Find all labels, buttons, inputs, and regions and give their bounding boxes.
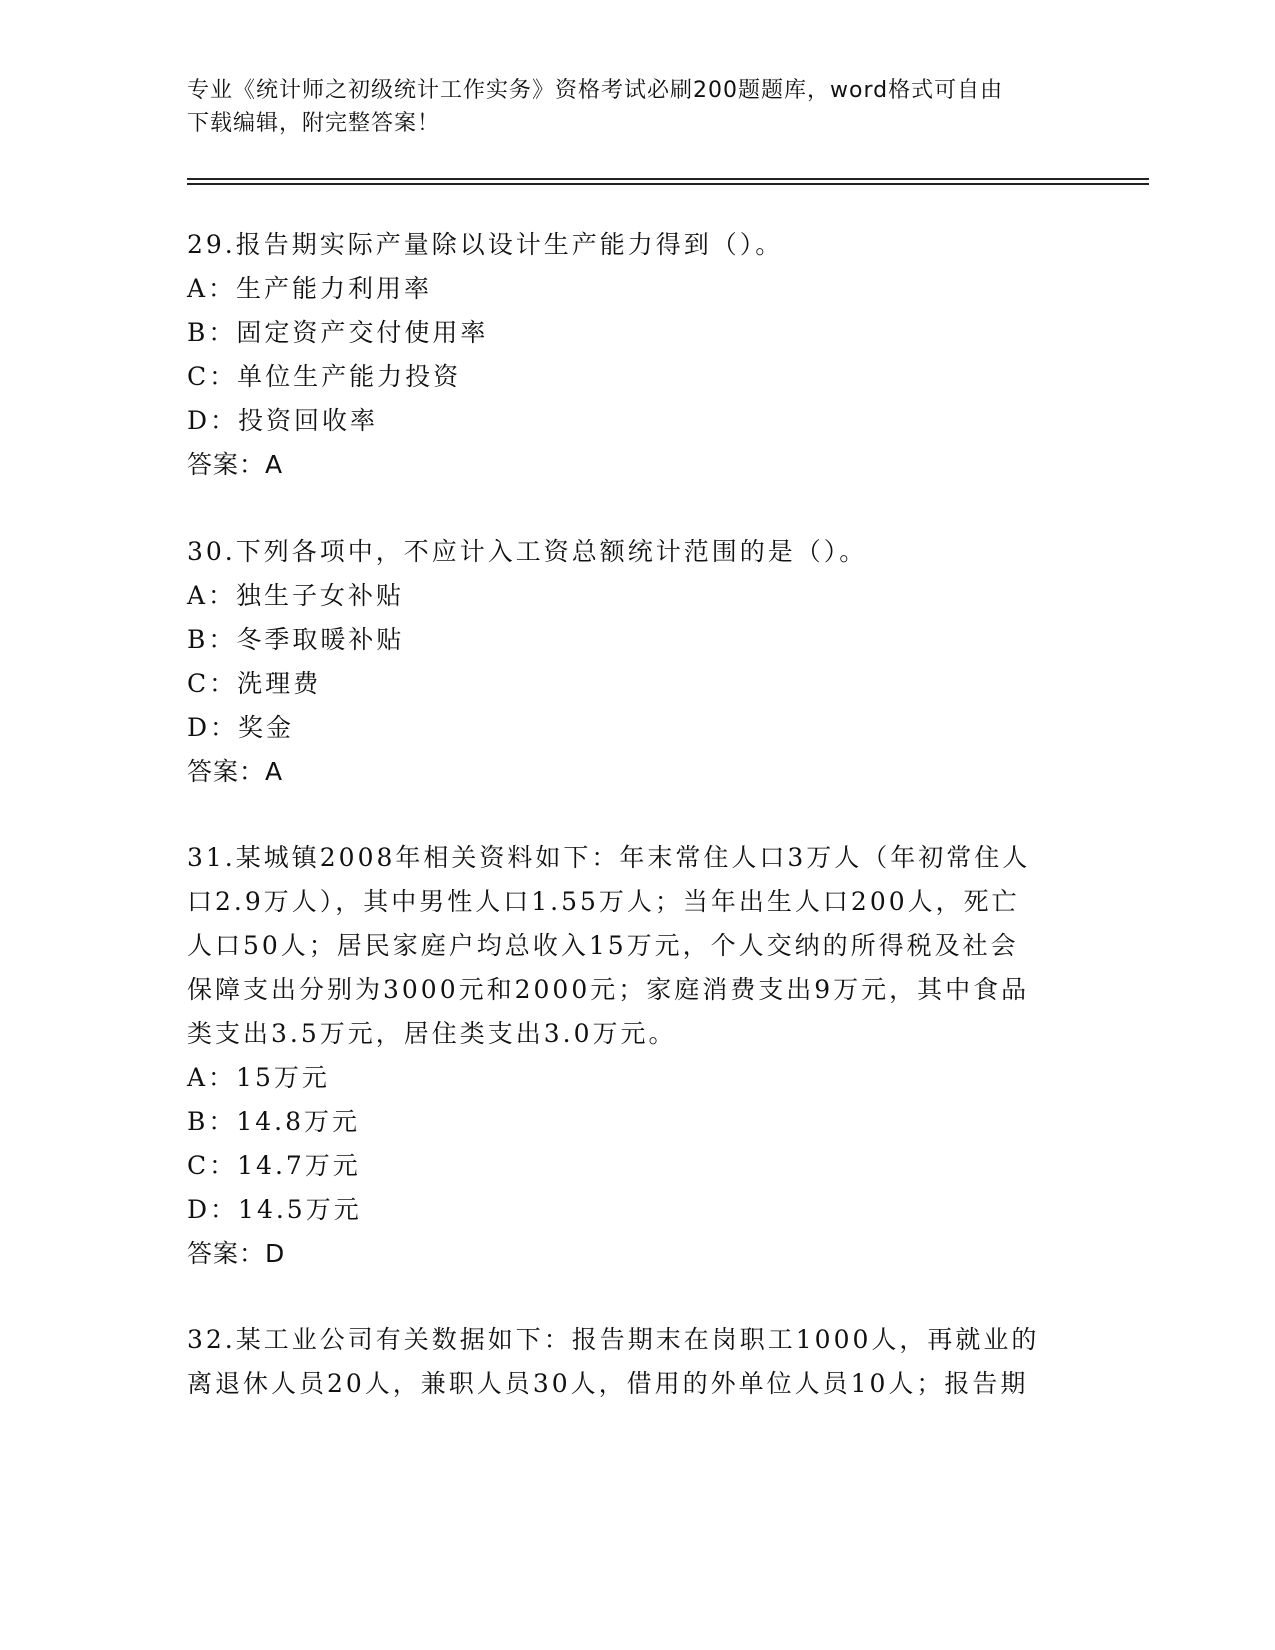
question-31-stem-line-2: 口2.9万人），其中男性人口1.55万人；当年出生人口200人，死亡 [187,887,1020,916]
question-30-option-b: B：冬季取暖补贴 [187,625,405,654]
question-30-option-d: D：奖金 [187,713,295,742]
question-31-option-c: C：14.7万元 [187,1151,361,1180]
question-31-stem-line-1: 31.某城镇2008年相关资料如下：年末常住人口3万人（年初常住人 [187,843,1031,872]
header-divider-top [187,178,1149,180]
question-32-stem-line-2: 离退休人员20人，兼职人员30人，借用的外单位人员10人；报告期 [187,1369,1029,1398]
header-line-2: 下载编辑，附完整答案！ [187,111,441,136]
question-31-option-d: D：14.5万元 [187,1195,362,1224]
question-31-stem-line-5: 类支出3.5万元，居住类支出3.0万元。 [187,1019,677,1048]
question-30-option-c: C：洗理费 [187,669,322,698]
question-31-stem-line-3: 人口50人；居民家庭户均总收入15万元，个人交纳的所得税及社会 [187,931,1019,960]
question-29-option-a: A：生产能力利用率 [187,274,433,303]
question-30-option-a: A：独生子女补贴 [187,581,405,610]
question-29-option-d: D：投资回收率 [187,406,379,435]
question-31-answer: 答案：D [187,1239,286,1268]
document-header [187,74,1067,140]
question-29-option-b: B：固定资产交付使用率 [187,318,489,347]
question-30-answer: 答案：A [187,757,284,786]
header-line-1: 专业《统计师之初级统计工作实务》资格考试必刷200题题库，word格式可自由 [187,78,1004,103]
question-30-stem: 30.下列各项中，不应计入工资总额统计范围的是（）。 [187,537,868,566]
question-31-stem-line-4: 保障支出分别为3000元和2000元；家庭消费支出9万元，其中食品 [187,975,1030,1004]
question-29-stem: 29.报告期实际产量除以设计生产能力得到（）。 [187,230,784,259]
question-29-option-c: C：单位生产能力投资 [187,362,462,391]
question-29-answer: 答案：A [187,450,284,479]
question-31-option-b: B：14.8万元 [187,1107,361,1136]
question-31-option-a: A：15万元 [187,1063,330,1092]
question-32-stem-line-1: 32.某工业公司有关数据如下：报告期末在岗职工1000人，再就业的 [187,1325,1040,1354]
header-divider-bottom [187,183,1149,185]
